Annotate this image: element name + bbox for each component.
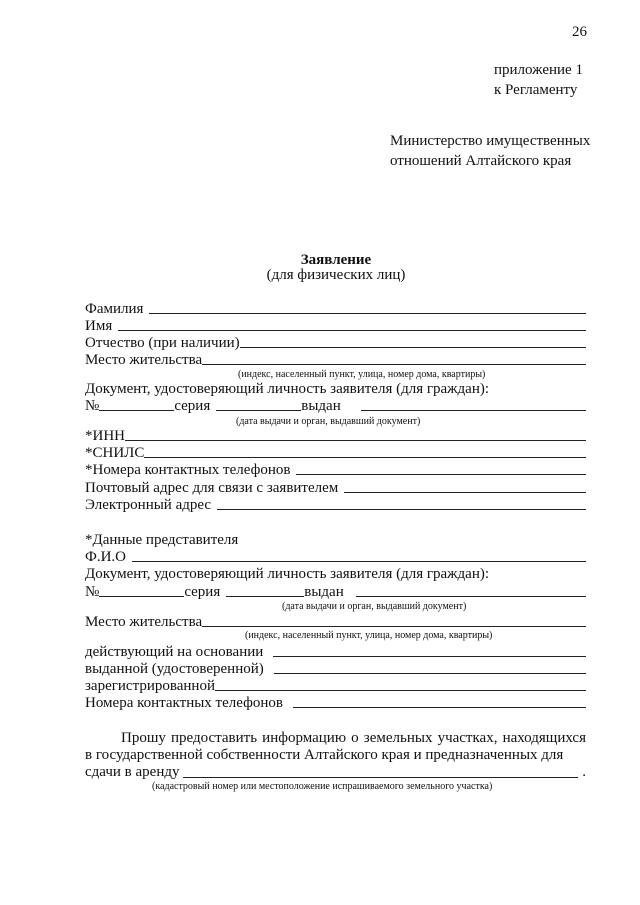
rep-issued-by-label: выданной (удостоверенной) xyxy=(85,661,264,677)
inn-row xyxy=(85,428,586,444)
residence-field[interactable] xyxy=(202,364,586,365)
series-label: серия xyxy=(174,398,211,414)
rep-registered-row xyxy=(85,678,586,694)
representative-header: *Данные представителя xyxy=(85,532,239,548)
appendix-line-1: приложение 1 xyxy=(494,62,583,78)
rep-issued-by-field[interactable] xyxy=(274,673,586,674)
request-field[interactable] xyxy=(183,777,578,778)
patronymic-label: Отчество (при наличии) xyxy=(85,335,240,351)
rep-id-document-label: Документ, удостоверяющий личность заявителя (для граждан): xyxy=(85,566,490,582)
id-document-label: Документ, удостоверяющий личность заявителя (для граждан): xyxy=(85,381,490,397)
phones-row xyxy=(85,462,586,478)
postal-label: Почтовый адрес для связи с заявителем xyxy=(85,480,339,496)
issued-field[interactable] xyxy=(361,410,586,411)
appendix-line-2: к Регламенту xyxy=(494,82,578,98)
request-last-line xyxy=(85,764,586,781)
snils-row xyxy=(85,445,586,461)
residence-label: Место жительства xyxy=(85,352,203,368)
rep-residence-row xyxy=(85,614,586,630)
residence-row xyxy=(85,352,586,368)
rep-series-field[interactable] xyxy=(226,596,304,597)
rep-residence-label: Место жительства xyxy=(85,614,203,630)
rep-number-label: № xyxy=(85,584,100,600)
email-label: Электронный адрес xyxy=(85,497,212,513)
rep-phones-field[interactable] xyxy=(293,707,586,708)
surname-field[interactable] xyxy=(149,313,586,314)
rep-issued-label: выдан xyxy=(304,584,344,600)
document-title xyxy=(0,253,640,283)
rep-fio-row xyxy=(85,549,586,565)
request-prefix: сдачи в аренду xyxy=(85,764,180,780)
name-field[interactable] xyxy=(118,330,586,331)
snils-label: *СНИЛС xyxy=(85,445,145,461)
rep-basis-label: действующий на основании xyxy=(85,644,264,660)
number-label: № xyxy=(85,398,100,414)
patronymic-field[interactable] xyxy=(240,347,586,348)
rep-number-field[interactable] xyxy=(99,596,184,597)
surname-label: Фамилия xyxy=(85,301,144,317)
rep-registered-label: зарегистрированной xyxy=(85,678,215,694)
rep-basis-row xyxy=(85,644,586,660)
page-number: 26 xyxy=(572,24,587,40)
addressee-line-2: отношений Алтайского края xyxy=(390,153,572,169)
rep-basis-field[interactable] xyxy=(273,656,586,657)
rep-issued-field[interactable] xyxy=(356,596,586,597)
rep-residence-hint: (индекс, населенный пункт, улица, номер дома, квартиры) xyxy=(245,630,493,641)
patronymic-row xyxy=(85,335,586,351)
rep-registered-field[interactable] xyxy=(215,690,586,691)
addressee-line-1: Министерство имущественных xyxy=(390,133,591,149)
title: Заявление xyxy=(300,252,372,268)
postal-row xyxy=(85,480,586,496)
rep-residence-field[interactable] xyxy=(202,626,586,627)
issued-label: выдан xyxy=(301,398,341,414)
inn-label: *ИНН xyxy=(85,428,125,444)
subtitle: (для физических лиц) xyxy=(266,267,406,283)
rep-series-label: серия xyxy=(184,584,221,600)
name-label: Имя xyxy=(85,318,113,334)
rep-phones-row xyxy=(85,695,586,711)
rep-fio-label: Ф.И.О xyxy=(85,549,127,565)
series-field[interactable] xyxy=(216,410,301,411)
email-field[interactable] xyxy=(217,509,586,510)
inn-field[interactable] xyxy=(125,440,586,441)
rep-fio-field[interactable] xyxy=(132,561,586,562)
name-row xyxy=(85,318,586,334)
rep-id-document-row xyxy=(85,584,586,600)
addressee xyxy=(390,131,590,171)
surname-row xyxy=(85,301,586,317)
phones-label: *Номера контактных телефонов xyxy=(85,462,291,478)
number-field[interactable] xyxy=(99,410,174,411)
residence-hint: (индекс, населенный пункт, улица, номер дома, квартиры) xyxy=(238,369,486,380)
rep-issued-by-row xyxy=(85,661,586,677)
rep-issued-hint: (дата выдачи и орган, выдавший документ) xyxy=(282,601,467,612)
appendix-note xyxy=(494,60,583,100)
request-suffix: . xyxy=(582,764,586,780)
rep-phones-label: Номера контактных телефонов xyxy=(85,695,283,711)
issued-hint: (дата выдачи и орган, выдавший документ) xyxy=(236,416,421,427)
snils-field[interactable] xyxy=(144,457,586,458)
request-text: Прошу предоставить информацию о земельных участках, находящихся в государственной собственности Алтайского края и предназначенных для xyxy=(85,730,586,763)
postal-field[interactable] xyxy=(344,492,586,493)
email-row xyxy=(85,497,586,513)
phones-field[interactable] xyxy=(296,474,586,475)
request-hint: (кадастровый номер или местоположение испрашиваемого земельного участка) xyxy=(152,781,493,792)
id-document-row xyxy=(85,398,586,414)
request-paragraph xyxy=(85,730,586,781)
